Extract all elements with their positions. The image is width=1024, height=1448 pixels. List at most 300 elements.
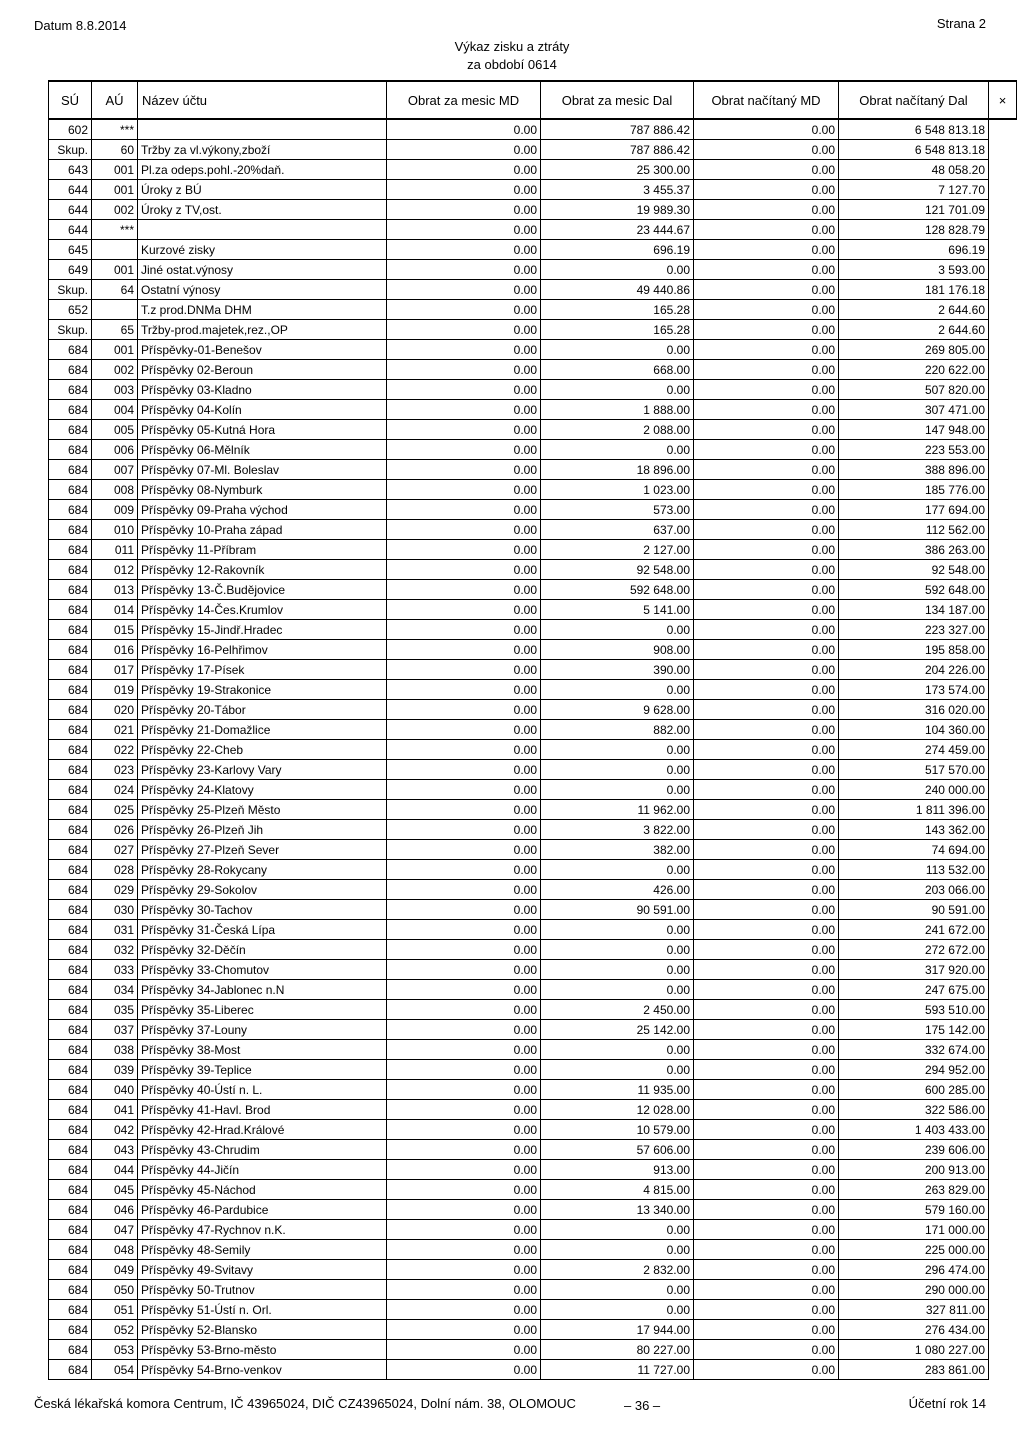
su-cell: 684 [49,1240,92,1260]
account-name-cell: Příspěvky 16-Pelhřimov [138,640,387,660]
cumulative-md-cell: 0.00 [694,300,839,320]
month-dal-cell: 9 628.00 [541,700,694,720]
ledger-body [49,119,1017,1380]
table-row [49,900,1017,920]
month-dal-cell: 2 127.00 [541,540,694,560]
au-cell: 026 [92,820,138,840]
table-row [49,1240,1017,1260]
table-row [49,580,1017,600]
su-cell: Skup. [49,140,92,160]
month-dal-cell: 0.00 [541,680,694,700]
table-row [49,1260,1017,1280]
account-name-cell: Tržby za vl.výkony,zboží [138,140,387,160]
cumulative-md-cell: 0.00 [694,720,839,740]
su-cell: 684 [49,780,92,800]
table-row [49,1280,1017,1300]
month-md-cell: 0.00 [387,580,541,600]
account-name-cell: Příspěvky 29-Sokolov [138,880,387,900]
month-dal-cell: 11 727.00 [541,1360,694,1380]
month-dal-cell: 90 591.00 [541,900,694,920]
extra-cell [989,1100,1017,1120]
month-dal-cell: 0.00 [541,1240,694,1260]
extra-cell [989,660,1017,680]
au-cell: 001 [92,340,138,360]
account-name-cell: Příspěvky 40-Ústí n. L. [138,1080,387,1100]
month-dal-cell: 426.00 [541,880,694,900]
month-dal-cell: 10 579.00 [541,1120,694,1140]
account-name-cell: Příspěvky 53-Brno-město [138,1340,387,1360]
ledger-table [48,80,1017,1380]
account-name-cell: Příspěvky 17-Písek [138,660,387,680]
cumulative-md-cell: 0.00 [694,360,839,380]
account-name-cell: Příspěvky 20-Tábor [138,700,387,720]
extra-cell [989,700,1017,720]
month-md-cell: 0.00 [387,600,541,620]
cumulative-dal-cell: 696.19 [839,240,989,260]
au-cell: 012 [92,560,138,580]
report-date: Datum 8.8.2014 [34,18,127,33]
table-row [49,1140,1017,1160]
month-md-cell: 0.00 [387,1280,541,1300]
cumulative-md-cell: 0.00 [694,160,839,180]
extra-cell [989,480,1017,500]
cumulative-dal-cell: 200 913.00 [839,1160,989,1180]
cumulative-dal-cell: 48 058.20 [839,160,989,180]
month-md-cell: 0.00 [387,1020,541,1040]
month-dal-cell: 0.00 [541,1060,694,1080]
cumulative-md-cell: 0.00 [694,500,839,520]
au-cell: 029 [92,880,138,900]
month-dal-cell: 0.00 [541,1300,694,1320]
table-row [49,760,1017,780]
su-cell: 684 [49,740,92,760]
column-header-cumulative-dal: Obrat načítaný Dal [839,81,989,119]
extra-cell [989,980,1017,1000]
cumulative-dal-cell: 388 896.00 [839,460,989,480]
cumulative-dal-cell: 3 593.00 [839,260,989,280]
cumulative-md-cell: 0.00 [694,1300,839,1320]
cumulative-md-cell: 0.00 [694,400,839,420]
cumulative-dal-cell: 239 606.00 [839,1140,989,1160]
month-dal-cell: 57 606.00 [541,1140,694,1160]
account-name-cell: Pl.za odeps.pohl.-20%daň. [138,160,387,180]
extra-cell [989,420,1017,440]
su-cell: 684 [49,1080,92,1100]
cumulative-dal-cell: 7 127.70 [839,180,989,200]
month-dal-cell: 165.28 [541,300,694,320]
cumulative-md-cell: 0.00 [694,620,839,640]
account-name-cell: T.z prod.DNMa DHM [138,300,387,320]
au-cell: 013 [92,580,138,600]
cumulative-md-cell: 0.00 [694,180,839,200]
table-row [49,180,1017,200]
account-name-cell: Příspěvky 35-Liberec [138,1000,387,1020]
account-name-cell: Ostatní výnosy [138,280,387,300]
account-name-cell: Příspěvky 19-Strakonice [138,680,387,700]
au-cell: 019 [92,680,138,700]
extra-cell [989,240,1017,260]
cumulative-dal-cell: 294 952.00 [839,1060,989,1080]
table-row [49,520,1017,540]
au-cell: 043 [92,1140,138,1160]
cumulative-md-cell: 0.00 [694,560,839,580]
table-row [49,300,1017,320]
au-cell: 022 [92,740,138,760]
account-name-cell: Příspěvky 09-Praha východ [138,500,387,520]
table-row [49,119,1017,140]
au-cell: 015 [92,620,138,640]
extra-cell [989,800,1017,820]
column-header-month-md: Obrat za mesic MD [387,81,541,119]
month-dal-cell: 0.00 [541,740,694,760]
au-cell: 016 [92,640,138,660]
su-cell: 684 [49,760,92,780]
footer-company: Česká lékařská komora Centrum, IČ 43965024, DIČ CZ43965024, Dolní nám. 38, OLOMOUC [34,1396,576,1411]
extra-cell [989,880,1017,900]
table-row [49,720,1017,740]
month-dal-cell: 0.00 [541,1280,694,1300]
extra-cell [989,920,1017,940]
account-name-cell: Příspěvky 46-Pardubice [138,1200,387,1220]
month-md-cell: 0.00 [387,520,541,540]
cumulative-md-cell: 0.00 [694,680,839,700]
su-cell: 684 [49,1160,92,1180]
table-row [49,260,1017,280]
su-cell: 684 [49,700,92,720]
su-cell: 684 [49,920,92,940]
account-name-cell [138,119,387,140]
extra-cell [989,780,1017,800]
cumulative-dal-cell: 6 548 813.18 [839,119,989,140]
month-dal-cell: 0.00 [541,380,694,400]
month-dal-cell: 25 300.00 [541,160,694,180]
au-cell: 038 [92,1040,138,1060]
su-cell: 684 [49,1180,92,1200]
extra-cell [989,260,1017,280]
extra-cell [989,320,1017,340]
cumulative-dal-cell: 290 000.00 [839,1280,989,1300]
month-dal-cell: 0.00 [541,980,694,1000]
extra-cell [989,280,1017,300]
account-name-cell: Příspěvky 22-Cheb [138,740,387,760]
table-row [49,220,1017,240]
table-row [49,560,1017,580]
extra-cell [989,180,1017,200]
cumulative-md-cell: 0.00 [694,1120,839,1140]
cumulative-md-cell: 0.00 [694,320,839,340]
account-name-cell: Příspěvky 44-Jičín [138,1160,387,1180]
table-row [49,460,1017,480]
au-cell: *** [92,220,138,240]
month-dal-cell: 0.00 [541,860,694,880]
account-name-cell: Příspěvky 30-Tachov [138,900,387,920]
account-name-cell: Příspěvky-01-Benešov [138,340,387,360]
su-cell: 684 [49,1340,92,1360]
su-cell: Skup. [49,280,92,300]
cumulative-md-cell: 0.00 [694,1060,839,1080]
account-name-cell: Příspěvky 39-Teplice [138,1060,387,1080]
month-md-cell: 0.00 [387,480,541,500]
account-name-cell: Příspěvky 52-Blansko [138,1320,387,1340]
month-dal-cell: 0.00 [541,940,694,960]
account-name-cell: Příspěvky 14-Čes.Krumlov [138,600,387,620]
month-md-cell: 0.00 [387,440,541,460]
su-cell: 645 [49,240,92,260]
month-md-cell: 0.00 [387,380,541,400]
extra-cell [989,760,1017,780]
account-name-cell: Příspěvky 10-Praha západ [138,520,387,540]
au-cell: 051 [92,1300,138,1320]
su-cell: 684 [49,1320,92,1340]
au-cell: 014 [92,600,138,620]
extra-cell [989,1300,1017,1320]
month-md-cell: 0.00 [387,320,541,340]
cumulative-dal-cell: 104 360.00 [839,720,989,740]
cumulative-md-cell: 0.00 [694,280,839,300]
extra-cell [989,1080,1017,1100]
month-dal-cell: 0.00 [541,960,694,980]
month-dal-cell: 696.19 [541,240,694,260]
au-cell: 001 [92,160,138,180]
month-md-cell: 0.00 [387,340,541,360]
cumulative-md-cell: 0.00 [694,1100,839,1120]
cumulative-md-cell: 0.00 [694,860,839,880]
extra-cell [989,1260,1017,1280]
au-cell: 025 [92,800,138,820]
table-row [49,640,1017,660]
account-name-cell: Příspěvky 02-Beroun [138,360,387,380]
month-md-cell: 0.00 [387,1060,541,1080]
su-cell: 649 [49,260,92,280]
month-md-cell: 0.00 [387,540,541,560]
month-md-cell: 0.00 [387,240,541,260]
extra-cell [989,600,1017,620]
month-md-cell: 0.00 [387,220,541,240]
month-dal-cell: 80 227.00 [541,1340,694,1360]
extra-cell [989,1020,1017,1040]
su-cell: 684 [49,1040,92,1060]
su-cell: 684 [49,1120,92,1140]
su-cell: 644 [49,220,92,240]
table-row [49,500,1017,520]
extra-cell [989,1360,1017,1380]
cumulative-md-cell: 0.00 [694,1040,839,1060]
au-cell: 042 [92,1120,138,1140]
au-cell [92,240,138,260]
cumulative-md-cell: 0.00 [694,1000,839,1020]
extra-cell [989,220,1017,240]
au-cell: 045 [92,1180,138,1200]
au-cell: 008 [92,480,138,500]
account-name-cell: Příspěvky 48-Semily [138,1240,387,1260]
extra-cell [989,160,1017,180]
extra-cell [989,460,1017,480]
su-cell: 684 [49,1100,92,1120]
table-row [49,200,1017,220]
cumulative-md-cell: 0.00 [694,1180,839,1200]
cumulative-md-cell: 0.00 [694,600,839,620]
account-name-cell: Úroky z BÚ [138,180,387,200]
month-md-cell: 0.00 [387,119,541,140]
table-row [49,660,1017,680]
au-cell: 046 [92,1200,138,1220]
su-cell: 684 [49,600,92,620]
month-dal-cell: 913.00 [541,1160,694,1180]
au-cell: 003 [92,380,138,400]
au-cell: 037 [92,1020,138,1040]
extra-cell [989,520,1017,540]
su-cell: 643 [49,160,92,180]
month-md-cell: 0.00 [387,760,541,780]
month-md-cell: 0.00 [387,420,541,440]
cumulative-dal-cell: 274 459.00 [839,740,989,760]
su-cell: Skup. [49,320,92,340]
extra-cell [989,580,1017,600]
month-dal-cell: 2 450.00 [541,1000,694,1020]
table-row [49,700,1017,720]
month-dal-cell: 0.00 [541,760,694,780]
cumulative-dal-cell: 134 187.00 [839,600,989,620]
account-name-cell: Příspěvky 34-Jablonec n.N [138,980,387,1000]
account-name-cell: Příspěvky 50-Trutnov [138,1280,387,1300]
extra-cell [989,340,1017,360]
month-md-cell: 0.00 [387,820,541,840]
account-name-cell: Příspěvky 06-Mělník [138,440,387,460]
au-cell: 002 [92,200,138,220]
extra-cell [989,1040,1017,1060]
month-md-cell: 0.00 [387,1080,541,1100]
month-md-cell: 0.00 [387,1000,541,1020]
cumulative-md-cell: 0.00 [694,240,839,260]
month-dal-cell: 0.00 [541,1040,694,1060]
account-name-cell: Příspěvky 38-Most [138,1040,387,1060]
cumulative-dal-cell: 223 553.00 [839,440,989,460]
column-header-su: SÚ [49,81,92,119]
au-cell: 040 [92,1080,138,1100]
cumulative-dal-cell: 225 000.00 [839,1240,989,1260]
su-cell: 684 [49,360,92,380]
cumulative-dal-cell: 128 828.79 [839,220,989,240]
su-cell: 684 [49,340,92,360]
cumulative-dal-cell: 269 805.00 [839,340,989,360]
table-row [49,960,1017,980]
table-row [49,800,1017,820]
extra-cell [989,360,1017,380]
account-name-cell: Příspěvky 37-Louny [138,1020,387,1040]
su-cell: 684 [49,660,92,680]
month-md-cell: 0.00 [387,180,541,200]
table-row [49,740,1017,760]
cumulative-dal-cell: 112 562.00 [839,520,989,540]
table-row [49,1340,1017,1360]
account-name-cell: Příspěvky 05-Kutná Hora [138,420,387,440]
month-md-cell: 0.00 [387,900,541,920]
au-cell: 007 [92,460,138,480]
table-row [49,400,1017,420]
month-dal-cell: 12 028.00 [541,1100,694,1120]
column-header-extra: × [989,81,1017,119]
month-dal-cell: 637.00 [541,520,694,540]
extra-cell [989,1340,1017,1360]
month-md-cell: 0.00 [387,940,541,960]
cumulative-dal-cell: 593 510.00 [839,1000,989,1020]
table-row [49,280,1017,300]
month-md-cell: 0.00 [387,680,541,700]
month-dal-cell: 4 815.00 [541,1180,694,1200]
month-md-cell: 0.00 [387,560,541,580]
cumulative-md-cell: 0.00 [694,1160,839,1180]
month-dal-cell: 787 886.42 [541,119,694,140]
month-md-cell: 0.00 [387,360,541,380]
month-md-cell: 0.00 [387,660,541,680]
cumulative-dal-cell: 171 000.00 [839,1220,989,1240]
table-row [49,240,1017,260]
su-cell: 684 [49,480,92,500]
extra-cell [989,1280,1017,1300]
account-name-cell: Příspěvky 15-Jindř.Hradec [138,620,387,640]
cumulative-dal-cell: 241 672.00 [839,920,989,940]
su-cell: 684 [49,1060,92,1080]
month-md-cell: 0.00 [387,500,541,520]
au-cell: 021 [92,720,138,740]
extra-cell [989,680,1017,700]
au-cell: 047 [92,1220,138,1240]
cumulative-dal-cell: 322 586.00 [839,1100,989,1120]
month-dal-cell: 3 455.37 [541,180,694,200]
table-row [49,1200,1017,1220]
month-md-cell: 0.00 [387,1040,541,1060]
cumulative-dal-cell: 240 000.00 [839,780,989,800]
month-md-cell: 0.00 [387,1240,541,1260]
cumulative-dal-cell: 6 548 813.18 [839,140,989,160]
cumulative-dal-cell: 90 591.00 [839,900,989,920]
month-md-cell: 0.00 [387,1260,541,1280]
table-row [49,920,1017,940]
column-header-month-dal: Obrat za mesic Dal [541,81,694,119]
cumulative-md-cell: 0.00 [694,640,839,660]
su-cell: 684 [49,940,92,960]
table-row [49,160,1017,180]
month-md-cell: 0.00 [387,1300,541,1320]
table-row [49,320,1017,340]
cumulative-md-cell: 0.00 [694,460,839,480]
account-name-cell: Kurzové zisky [138,240,387,260]
month-md-cell: 0.00 [387,1160,541,1180]
au-cell: 035 [92,1000,138,1020]
su-cell: 684 [49,680,92,700]
month-dal-cell: 573.00 [541,500,694,520]
su-cell: 684 [49,520,92,540]
report-title: Výkaz zisku a ztráty [454,39,570,54]
su-cell: 684 [49,500,92,520]
su-cell: 684 [49,720,92,740]
table-row [49,1120,1017,1140]
su-cell: 684 [49,980,92,1000]
su-cell: 644 [49,180,92,200]
table-row [49,1040,1017,1060]
account-name-cell [138,220,387,240]
cumulative-md-cell: 0.00 [694,580,839,600]
month-dal-cell: 13 340.00 [541,1200,694,1220]
month-md-cell: 0.00 [387,720,541,740]
cumulative-md-cell: 0.00 [694,780,839,800]
table-row [49,1220,1017,1240]
su-cell: 684 [49,1300,92,1320]
month-dal-cell: 0.00 [541,340,694,360]
su-cell: 684 [49,380,92,400]
extra-cell [989,440,1017,460]
cumulative-dal-cell: 195 858.00 [839,640,989,660]
